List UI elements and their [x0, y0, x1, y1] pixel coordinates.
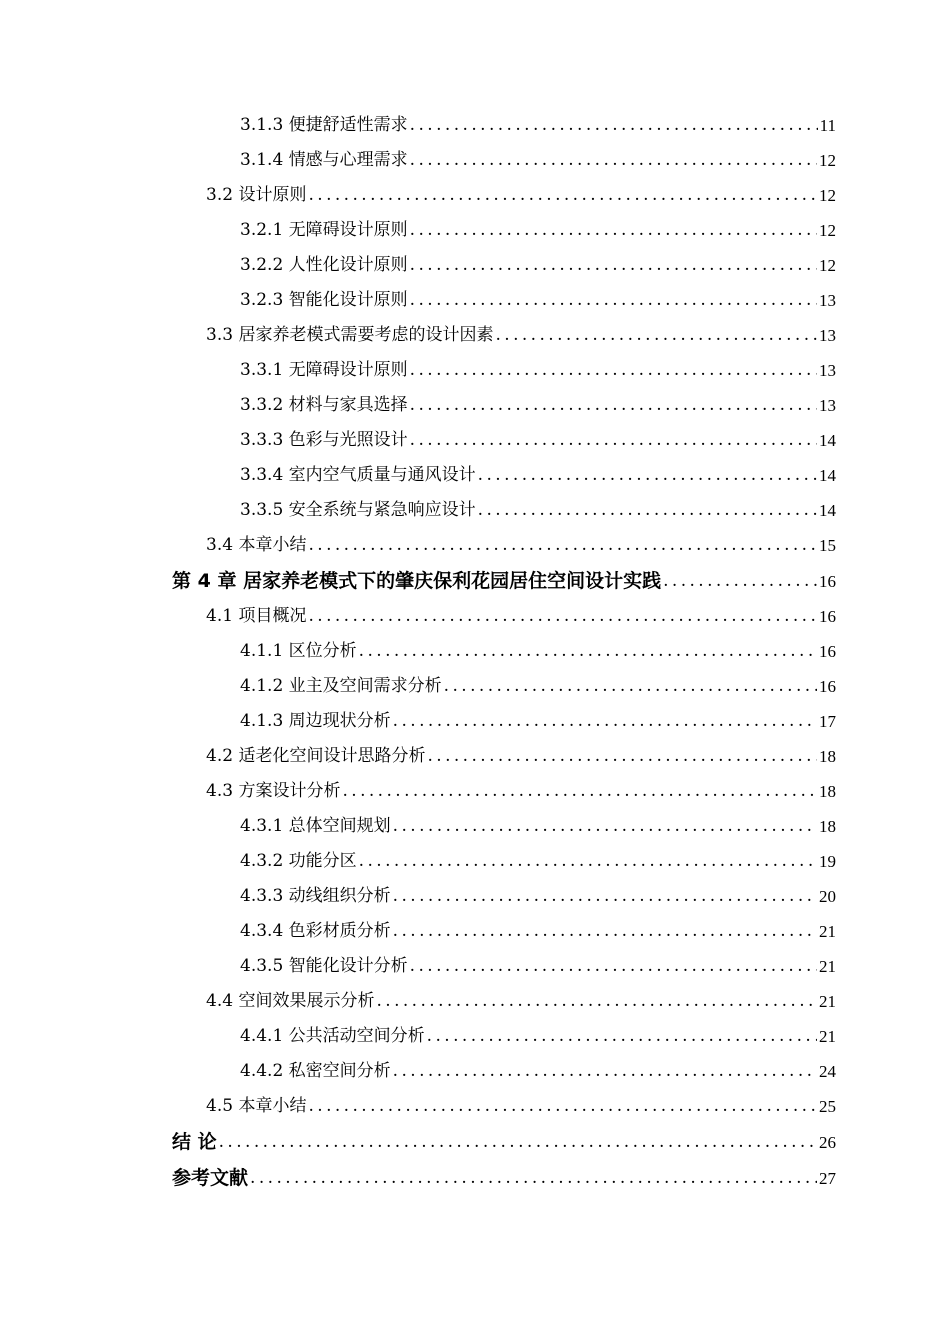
toc-leader-dots [427, 748, 817, 765]
toc-chapter-entry[interactable] [0, 563, 950, 599]
toc-entry-title: 4.3 方案设计分析 [206, 781, 341, 801]
toc-entry-title: 3.2.2 人性化设计原则 [240, 255, 408, 275]
toc-leader-dots [410, 362, 817, 379]
toc-entry-title: 3.2.3 智能化设计原则 [240, 290, 408, 310]
toc-entry[interactable] [0, 318, 950, 353]
toc-leader-dots [393, 888, 817, 905]
toc-entry-title: 4.3.1 总体空间规划 [240, 816, 391, 836]
toc-entry[interactable] [0, 739, 950, 774]
toc-entry[interactable] [0, 704, 950, 739]
toc-entry-page: 16 [819, 642, 836, 661]
toc-entry[interactable] [0, 353, 950, 388]
table-of-contents [0, 108, 950, 1196]
toc-entry-page: 18 [819, 782, 836, 801]
toc-entry[interactable] [0, 423, 950, 458]
toc-entry-page: 13 [819, 361, 836, 380]
toc-entry-page: 21 [819, 922, 836, 941]
toc-entry[interactable] [0, 774, 950, 809]
toc-entry-title: 4.3.4 色彩材质分析 [240, 921, 391, 941]
toc-entry-title: 3.4 本章小结 [206, 535, 307, 555]
toc-entry-page: 17 [819, 712, 836, 731]
toc-entry-page: 14 [819, 431, 836, 450]
toc-entry-title: 3.3.4 室内空气质量与通风设计 [240, 465, 476, 485]
toc-entry-page: 19 [819, 852, 836, 871]
toc-entry-title: 4.1.1 区位分析 [240, 641, 357, 661]
toc-entry-page: 14 [819, 501, 836, 520]
toc-entry[interactable] [0, 599, 950, 634]
toc-entry-page: 20 [819, 887, 836, 906]
toc-entry-page: 14 [819, 466, 836, 485]
toc-leader-dots [308, 608, 817, 625]
toc-entry-page: 12 [819, 151, 836, 170]
toc-entry-title: 3.1.3 便捷舒适性需求 [240, 115, 408, 135]
toc-entry[interactable] [0, 178, 950, 213]
toc-entry[interactable] [0, 1054, 950, 1089]
toc-leader-dots [308, 1098, 817, 1115]
toc-leader-dots [410, 958, 817, 975]
toc-entry-page: 16 [819, 677, 836, 696]
toc-entry[interactable] [0, 984, 950, 1019]
toc-chapter-entry[interactable] [0, 1124, 950, 1160]
toc-entry-title: 4.3.3 动线组织分析 [240, 886, 391, 906]
toc-entry[interactable] [0, 493, 950, 528]
toc-entry-page: 21 [819, 957, 836, 976]
toc-entry[interactable] [0, 914, 950, 949]
toc-entry-title: 结 论 [172, 1130, 217, 1153]
toc-leader-dots [663, 573, 817, 590]
toc-leader-dots [393, 818, 817, 835]
toc-entry-title: 4.3.5 智能化设计分析 [240, 956, 408, 976]
toc-entry-title: 4.2 适老化空间设计思路分析 [206, 746, 426, 766]
toc-leader-dots [393, 713, 817, 730]
toc-entry-page: 15 [819, 536, 836, 555]
toc-entry-page: 26 [819, 1132, 836, 1152]
toc-leader-dots [410, 292, 817, 309]
toc-entry-page: 27 [819, 1168, 836, 1188]
toc-entry[interactable] [0, 669, 950, 704]
toc-entry-page: 16 [819, 607, 836, 626]
toc-entry-page: 13 [819, 396, 836, 415]
toc-entry-title: 4.4.2 私密空间分析 [240, 1061, 391, 1081]
toc-entry-title: 4.1.3 周边现状分析 [240, 711, 391, 731]
toc-leader-dots [359, 853, 817, 870]
toc-leader-dots [342, 783, 817, 800]
toc-leader-dots [393, 923, 817, 940]
toc-leader-dots [308, 537, 817, 554]
toc-entry[interactable] [0, 248, 950, 283]
toc-entry-page: 13 [819, 326, 836, 345]
toc-leader-dots [219, 1134, 817, 1151]
toc-entry[interactable] [0, 844, 950, 879]
toc-entry[interactable] [0, 528, 950, 563]
toc-entry-page: 21 [819, 992, 836, 1011]
toc-entry[interactable] [0, 458, 950, 493]
toc-leader-dots [410, 397, 817, 414]
toc-entry-title: 4.1 项目概况 [206, 606, 307, 626]
toc-entry-page: 18 [819, 817, 836, 836]
toc-entry-page: 12 [819, 256, 836, 275]
toc-leader-dots [478, 502, 817, 519]
toc-entry-title: 3.3.2 材料与家具选择 [240, 395, 408, 415]
toc-entry-title: 4.1.2 业主及空间需求分析 [240, 676, 442, 696]
toc-entry[interactable] [0, 213, 950, 248]
toc-entry-page: 13 [819, 291, 836, 310]
toc-entry[interactable] [0, 879, 950, 914]
toc-entry-page: 11 [819, 116, 836, 135]
toc-leader-dots [478, 467, 817, 484]
toc-entry[interactable] [0, 1019, 950, 1054]
toc-entry[interactable] [0, 949, 950, 984]
toc-entry-title: 3.3.1 无障碍设计原则 [240, 360, 408, 380]
toc-entry-title: 第 4 章 居家养老模式下的肇庆保利花园居住空间设计实践 [172, 569, 662, 592]
toc-leader-dots [444, 678, 817, 695]
toc-entry-title: 3.2 设计原则 [206, 185, 307, 205]
toc-leader-dots [410, 432, 817, 449]
toc-entry[interactable] [0, 143, 950, 178]
toc-leader-dots [410, 222, 817, 239]
toc-entry-page: 21 [819, 1027, 836, 1046]
toc-chapter-entry[interactable] [0, 1160, 950, 1196]
toc-entry-title: 3.1.4 情感与心理需求 [240, 150, 408, 170]
toc-entry-page: 18 [819, 747, 836, 766]
toc-entry[interactable] [0, 108, 950, 143]
toc-entry-page: 12 [819, 186, 836, 205]
toc-leader-dots [495, 327, 817, 344]
toc-leader-dots [308, 187, 817, 204]
toc-entry[interactable] [0, 634, 950, 669]
toc-entry-title: 3.3.5 安全系统与紧急响应设计 [240, 500, 476, 520]
toc-leader-dots [376, 993, 817, 1010]
toc-entry[interactable] [0, 809, 950, 844]
toc-entry-title: 4.4 空间效果展示分析 [206, 991, 375, 1011]
toc-entry-page: 24 [819, 1062, 836, 1081]
toc-entry-page: 16 [819, 571, 836, 591]
toc-leader-dots [427, 1028, 817, 1045]
toc-entry[interactable] [0, 388, 950, 423]
toc-entry-page: 12 [819, 221, 836, 240]
toc-entry-title: 3.2.1 无障碍设计原则 [240, 220, 408, 240]
toc-entry-page: 25 [819, 1097, 836, 1116]
toc-leader-dots [359, 643, 817, 660]
toc-entry-title: 参考文献 [172, 1166, 249, 1189]
toc-entry-title: 4.4.1 公共活动空间分析 [240, 1026, 425, 1046]
toc-entry-title: 3.3.3 色彩与光照设计 [240, 430, 408, 450]
toc-leader-dots [393, 1063, 817, 1080]
toc-entry-title: 4.5 本章小结 [206, 1096, 307, 1116]
toc-leader-dots [410, 117, 818, 134]
toc-leader-dots [410, 257, 817, 274]
toc-entry-title: 3.3 居家养老模式需要考虑的设计因素 [206, 325, 494, 345]
toc-leader-dots [410, 152, 817, 169]
toc-leader-dots [250, 1170, 817, 1187]
toc-entry-title: 4.3.2 功能分区 [240, 851, 357, 871]
toc-entry[interactable] [0, 283, 950, 318]
toc-entry[interactable] [0, 1089, 950, 1124]
